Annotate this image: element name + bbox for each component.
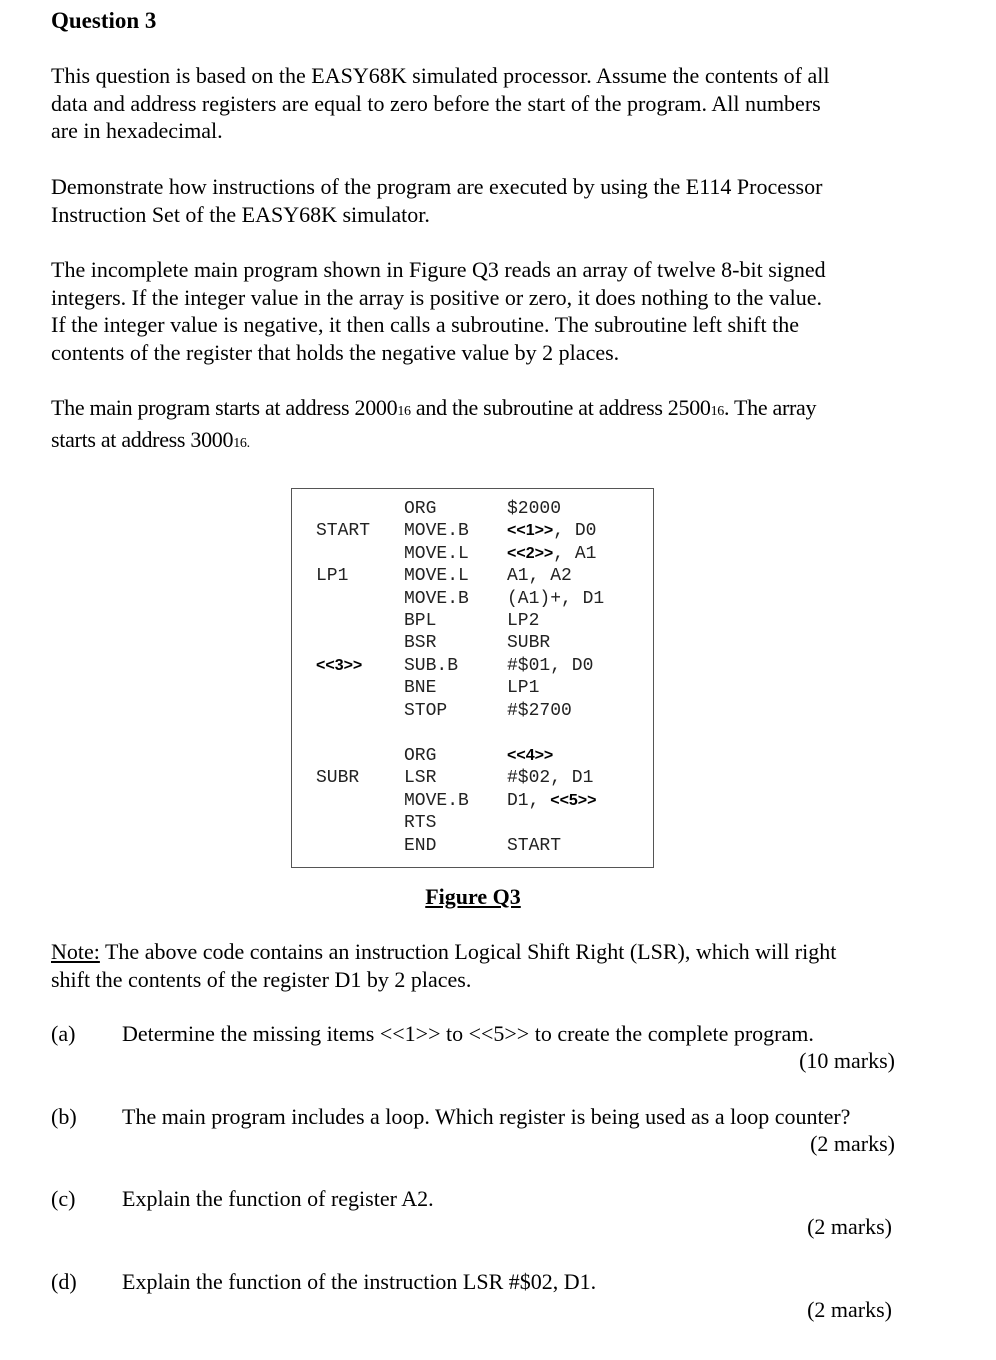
question-a-label: (a) xyxy=(51,1021,76,1046)
code-operand xyxy=(507,611,539,631)
code-operand xyxy=(507,566,572,586)
text-line: are in hexadecimal. xyxy=(51,118,223,144)
code-label: SUBR xyxy=(316,768,360,789)
text-line xyxy=(51,938,911,966)
text-line: integers. If the integer value in the array is positive or zero, it does nothing to the value. xyxy=(51,284,822,310)
figure-caption: Figure Q3 xyxy=(425,884,521,909)
question-b-marks: (2 marks) xyxy=(810,1131,895,1156)
question-d-label: (d) xyxy=(51,1269,77,1294)
code-opcode: BSR xyxy=(404,633,437,654)
question-d-text: Explain the function of the instruction LSR #$02, D1. xyxy=(122,1269,597,1294)
code-operand xyxy=(507,656,593,676)
code-operand-text: LP1 xyxy=(507,678,540,699)
code-opcode: MOVE.L xyxy=(404,566,469,587)
code-opcode: STOP xyxy=(404,700,448,721)
code-operand xyxy=(507,521,597,541)
code-opcode: ORG xyxy=(404,499,437,519)
text-fragment: The above code contains an instruction Logical Shift Right (LSR), which will right xyxy=(99,939,837,964)
code-operand xyxy=(507,499,561,519)
code-operand xyxy=(507,701,572,721)
code-label: LP1 xyxy=(316,566,349,587)
text-line: Demonstrate how instructions of the program are executed by using the E114 Processor xyxy=(51,174,823,199)
code-operand xyxy=(507,746,553,766)
code-label xyxy=(316,656,362,676)
code-opcode: END xyxy=(404,835,437,856)
code-opcode: LSR xyxy=(404,768,437,789)
code-label: START xyxy=(316,521,371,542)
code-opcode: MOVE.B xyxy=(404,521,469,542)
code-operand xyxy=(507,836,561,856)
code-opcode: SUB.B xyxy=(404,655,459,676)
code-operand-text: #$01, D0 xyxy=(507,655,594,676)
code-operand-text: SUBR xyxy=(507,633,551,654)
code-opcode: RTS xyxy=(404,813,437,834)
code-opcode: BPL xyxy=(404,611,437,631)
code-operand xyxy=(507,768,593,788)
code-operand-text: , D0 xyxy=(553,521,597,542)
intro-paragraph xyxy=(51,62,911,145)
subscript: 16 xyxy=(710,404,725,419)
text-fragment: The main program starts at address 2000 xyxy=(51,395,398,420)
code-operand-text: START xyxy=(507,835,562,856)
code-placeholder: <<2>> xyxy=(507,544,554,562)
code-operand-text: LP2 xyxy=(507,611,540,631)
text-fragment: . The array xyxy=(724,395,817,420)
text-line: If the integer value is negative, it then calls a subroutine. The subroutine left shift the xyxy=(51,312,799,338)
text-fragment: and the subroutine at address 2500 xyxy=(410,395,711,420)
code-placeholder: <<4>> xyxy=(507,747,554,764)
program-description-paragraph xyxy=(51,256,911,367)
code-operand xyxy=(507,633,550,653)
code-operand-text: A1, A2 xyxy=(507,566,572,587)
text-line: This question is based on the EASY68K simulated processor. Assume the contents of all xyxy=(51,63,830,88)
text-line xyxy=(51,426,911,458)
code-operand-text: #$2700 xyxy=(507,700,572,721)
text-line: Instruction Set of the EASY68K simulator. xyxy=(51,201,430,227)
question-c-marks: (2 marks) xyxy=(807,1214,892,1239)
code-opcode: MOVE.L xyxy=(404,543,469,564)
code-operand-text: , A1 xyxy=(553,543,597,564)
code-operand xyxy=(507,589,604,609)
code-operand xyxy=(507,678,539,698)
note-label: Note: xyxy=(51,939,100,964)
text-line: data and address registers are equal to zero before the start of the program. All numbers xyxy=(51,90,821,116)
question-b-text: The main program includes a loop. Which register is being used as a loop counter? xyxy=(122,1104,851,1129)
demonstrate-paragraph xyxy=(51,173,911,228)
code-operand-text: $2000 xyxy=(507,499,562,519)
code-operand-text: #$02, D1 xyxy=(507,768,594,789)
question-a-marks: (10 marks) xyxy=(799,1048,895,1073)
code-operand xyxy=(507,544,597,564)
question-c-label: (c) xyxy=(51,1186,76,1211)
code-opcode: BNE xyxy=(404,678,437,699)
code-placeholder: <<3>> xyxy=(316,656,363,674)
subscript: 16. xyxy=(233,435,250,451)
text-line: The incomplete main program shown in Figure Q3 reads an array of twelve 8-bit signed xyxy=(51,257,826,282)
note-paragraph xyxy=(51,938,911,993)
question-a-text: Determine the missing items <<1>> to <<5>> to create the complete program. xyxy=(122,1021,814,1046)
subscript: 16 xyxy=(397,404,411,419)
code-opcode: MOVE.B xyxy=(404,588,469,609)
code-listing-box xyxy=(291,488,654,868)
code-operand-text: D1, xyxy=(507,790,551,811)
question-d-marks: (2 marks) xyxy=(807,1297,892,1322)
text-line xyxy=(51,394,911,426)
code-opcode: MOVE.B xyxy=(404,790,469,811)
question-b-label: (b) xyxy=(51,1104,77,1129)
question-title: Question 3 xyxy=(51,8,157,33)
code-operand-text: (A1)+, D1 xyxy=(507,588,605,609)
question-c-text: Explain the function of register A2. xyxy=(122,1186,434,1211)
code-placeholder: <<1>> xyxy=(507,522,554,540)
address-paragraph xyxy=(51,394,911,457)
code-opcode: ORG xyxy=(404,746,437,766)
text-line: contents of the register that holds the negative value by 2 places. xyxy=(51,340,620,366)
code-operand xyxy=(507,791,597,811)
text-line: shift the contents of the register D1 by 2 places. xyxy=(51,966,472,992)
text-fragment: starts at address 3000 xyxy=(51,426,234,452)
code-placeholder: <<5>> xyxy=(550,791,597,809)
